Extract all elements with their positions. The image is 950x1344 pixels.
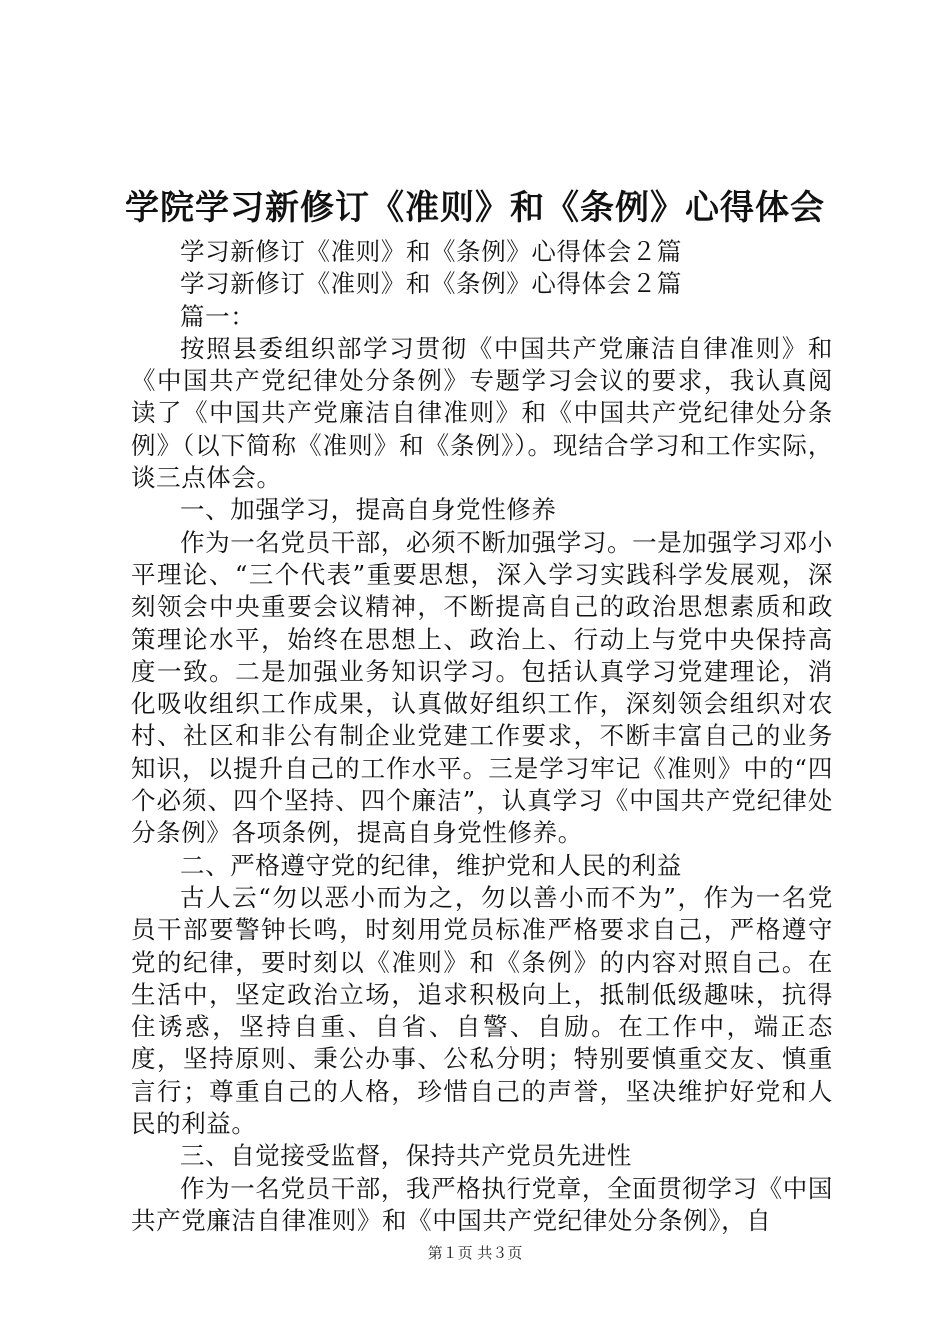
section-label: 篇一： xyxy=(180,301,256,331)
section-heading: 一、加强学习，提高自身党性修养 xyxy=(180,495,557,525)
document-body xyxy=(131,236,833,1237)
body-paragraph: 作为一名党员干部，我严格执行党章，全面贯彻学习《中国共产党廉洁自律准则》和《中国共产党纪律处分条例》，自 xyxy=(131,1173,833,1235)
document-title: 学院学习新修订《准则》和《条例》心得体会 xyxy=(125,188,825,228)
page-footer: 第１页 共３页 xyxy=(427,1244,523,1262)
subtitle-line: 学习新修订《准则》和《条例》心得体会２篇 xyxy=(180,237,682,266)
body-paragraph: 作为一名党员干部，必须不断加强学习。一是加强学习邓小平理论、“三个代表”重要思想，深入学习实践科学发展观，深刻领会中央重要会议精神，不断提高自己的政治思想素质和政策理论水平，始终在思想上、政治上、行动上与党中央保持高度一致。二是加强业务知识学习。包括认真学习党建理论，消化吸收组织工作成果，认真做好组织工作，深刻领会组织对农村、社区和非公有制企业党建工作要求，不断丰富自己的业务知识，以提升自己的工作水平。三是学习牢记《准则》中的“四个必须、四个坚持、四个廉洁”，认真学习《中国共产党纪律处分条例》各项条例，提高自身党性修养。 xyxy=(131,527,833,848)
body-paragraph: 古人云“勿以恶小而为之，勿以善小而不为”，作为一名党员干部要警钟长鸣，时刻用党员标准严格要求自己，严格遵守党的纪律，要时刻以《准则》和《条例》的内容对照自己。在生活中，坚定政治立场，追求积极向上，抵制低级趣味，抗得住诱惑，坚持自重、自省、自警、自励。在工作中，端正态度，坚持原则、秉公办事、公私分明；特别要慎重交友、慎重言行；尊重自己的人格，珍惜自己的声誉，坚决维护好党和人民的利益。 xyxy=(131,882,833,1139)
subtitle-line: 学习新修订《准则》和《条例》心得体会２篇 xyxy=(180,269,682,299)
body-paragraph: 按照县委组织部学习贯彻《中国共产党廉洁自律准则》和《中国共产党纪律处分条例》专题学习会议的要求，我认真阅读了《中国共产党廉洁自律准则》和《中国共产党纪律处分条例》（以下简称《准则》和《条例》）。现结合学习和工作实际，谈三点体会。 xyxy=(131,333,833,493)
section-heading: 三、自觉接受监督，保持共产党员先进性 xyxy=(180,1141,632,1171)
section-heading: 二、严格遵守党的纪律，维护党和人民的利益 xyxy=(180,850,682,880)
